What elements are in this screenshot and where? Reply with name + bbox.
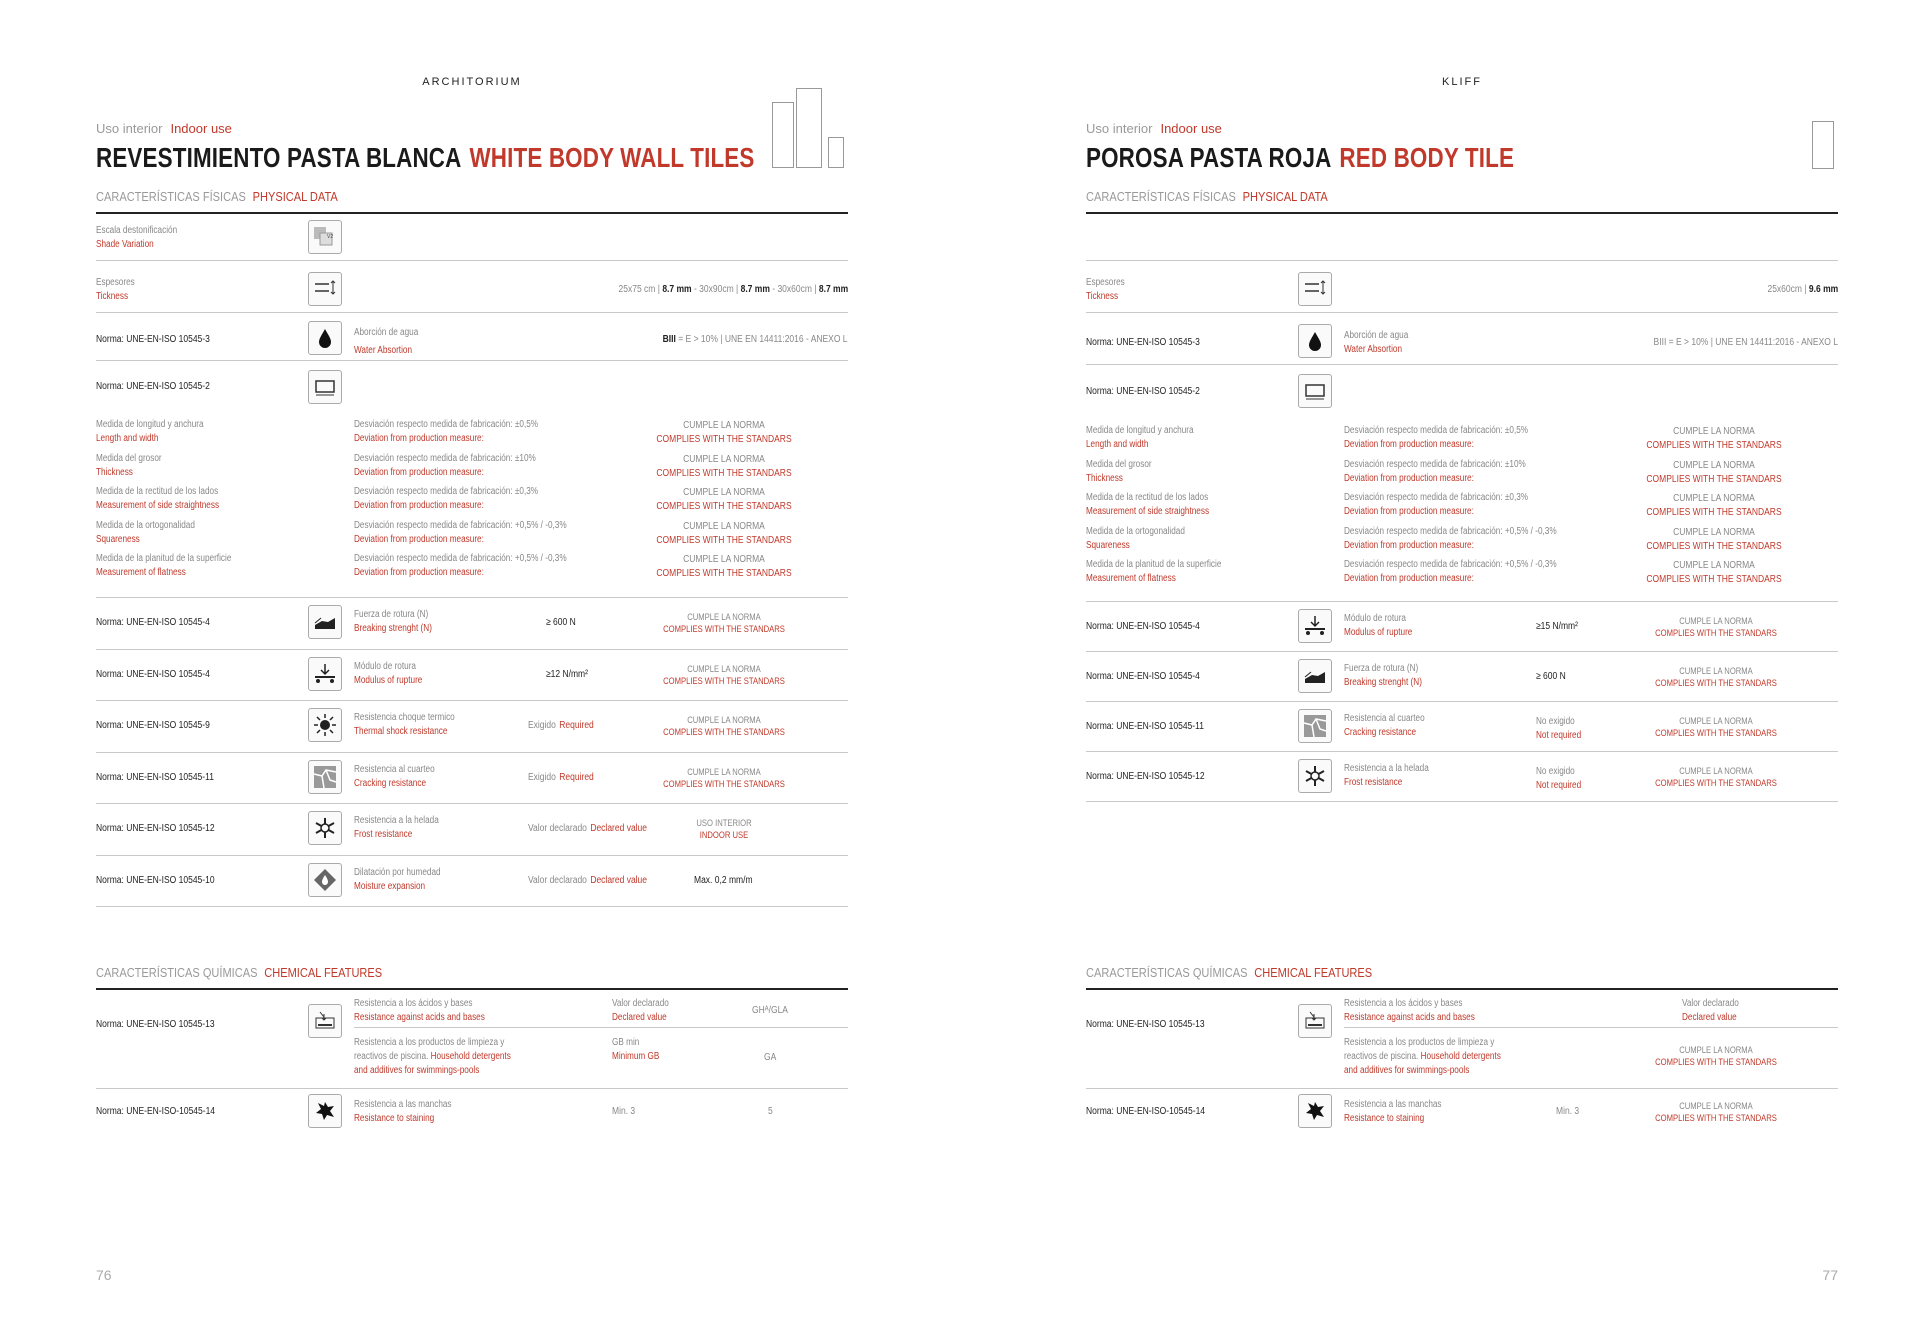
dimension-deviation: Desviación respecto medida de fabricación: +0,5% / -0,3% Deviation from production measure: [1344, 525, 1557, 551]
page-number: 77 [1822, 1267, 1838, 1283]
compliance-badge: CUMPLE LA NORMA COMPLIES WITH THE STANDARS [663, 612, 785, 634]
brand-name: ARCHITORIUM [422, 76, 522, 88]
thickness-value: 25x60cm | 9.6 mm [1767, 284, 1838, 295]
norm-label: Norma: UNE-EN-ISO 10545-12 [1086, 771, 1205, 782]
staining-min: Min. 3 [1556, 1106, 1580, 1117]
staining-result: 5 [768, 1106, 773, 1117]
compliance-badge: CUMPLE LA NORMA COMPLIES WITH THE STANDARS [1655, 766, 1777, 788]
detergent-label: Resistencia a los productos de limpieza y reactivos de piscina. Household detergents and additives for swimmings-pools [1344, 1037, 1501, 1076]
compliance-badge: CUMPLE LA NORMA COMPLIES WITH THE STANDARS [663, 766, 785, 789]
acid-resistance-label: Resistencia a los ácidos y bases Resistance against acids and bases [354, 998, 485, 1023]
dimension-label: Medida del grosor Thickness [96, 452, 162, 478]
compliance-badge: CUMPLE LA NORMA COMPLIES WITH THE STANDARS [656, 487, 792, 512]
compliance-badge: CUMPLE LA NORMA COMPLIES WITH THE STANDARS [1655, 716, 1777, 738]
norm-label: Norma: UNE-EN-ISO 10545-12 [96, 823, 215, 834]
property-label: Resistencia al cuarteo Cracking resistance [1344, 713, 1425, 738]
norm-label: Norma: UNE-EN-ISO 10545-3 [96, 334, 210, 345]
thickness-value: 25x75 cm | 8.7 mm - 30x90cm | 8.7 mm - 30x60cm | 8.7 mm [618, 284, 848, 295]
norm-label: Norma: UNE-EN-ISO-10545-14 [96, 1106, 216, 1117]
decor-bar [796, 88, 822, 168]
property-label: Resistencia a la helada Frost resistance [354, 815, 439, 840]
detergent-label: Resistencia a los productos de limpieza y reactivos de piscina. Household detergents and additives for swimmings-pools [354, 1037, 511, 1076]
norm-label: Norma: UNE-EN-ISO 10545-4 [96, 617, 210, 628]
acid-resistance-label: Resistencia a los ácidos y bases Resistance against acids and bases [1344, 998, 1475, 1023]
acid-declared-label: Valor declarado Declared value [1682, 998, 1739, 1023]
dimension-deviation: Desviación respecto medida de fabricación: +0,5% / -0,3% Deviation from production measure: [354, 519, 567, 545]
page-right [960, 0, 1920, 1343]
acid-resistance-icon [308, 1004, 342, 1038]
norm-label: Norma: UNE-EN-ISO 10545-2 [96, 381, 210, 392]
dimension-label: Medida de la rectitud de los lados Measurement of side straightness [1086, 492, 1210, 517]
compliance-badge: CUMPLE LA NORMA COMPLIES WITH THE STANDARS [663, 663, 785, 686]
property-label: Módulo de rotura Modulus of rupture [354, 660, 423, 686]
compliance-badge: CUMPLE LA NORMA COMPLIES WITH THE STANDARS [1646, 560, 1782, 585]
section-physical: CARACTERÍSTICAS FÍSICAS PHYSICAL DATA [1086, 189, 1328, 204]
dimension-label: Medida de la ortogonalidad Squareness [1086, 525, 1185, 551]
dimension-deviation: Desviación respecto medida de fabricación: ±0,3% Deviation from production measure: [1344, 492, 1529, 517]
shade-variation-icon [308, 220, 342, 254]
frost-icon [308, 811, 342, 845]
page-number: 76 [96, 1267, 112, 1283]
compliance-badge: CUMPLE LA NORMA COMPLIES WITH THE STANDARS [1646, 493, 1782, 518]
compliance-badge: CUMPLE LA NORMA COMPLIES WITH THE STANDARS [1646, 459, 1782, 485]
norm-label: Norma: UNE-EN-ISO 10545-13 [96, 1019, 215, 1030]
norm-label: Norma: UNE-EN-ISO 10545-2 [1086, 386, 1200, 397]
dimension-label: Medida de la planitud de la superficie Measurement of flatness [1086, 559, 1222, 584]
dimension-deviation: Desviación respecto medida de fabricación: ±0,5% Deviation from production measure: [1344, 425, 1529, 450]
water-drop-icon [308, 321, 342, 355]
dimension-label: Medida de la rectitud de los lados Measurement of side straightness [96, 486, 220, 511]
property-value: ≥12 N/mm² [546, 668, 588, 680]
section-chemical: CARACTERÍSTICAS QUÍMICAS CHEMICAL FEATURES [96, 965, 383, 980]
thickness-icon [1298, 272, 1332, 306]
compliance-badge: CUMPLE LA NORMA COMPLIES WITH THE STANDARS [656, 554, 792, 579]
property-value: ≥ 600 N [546, 617, 576, 628]
section-physical: CARACTERÍSTICAS FÍSICAS PHYSICAL DATA [96, 189, 338, 204]
detergent-result: GA [764, 1052, 777, 1063]
compliance-badge: CUMPLE LA NORMA COMPLIES WITH THE STANDARS [656, 453, 792, 479]
requirement-label: Exigido Required [528, 720, 594, 731]
norm-label: Norma: UNE-EN-ISO 10545-9 [96, 720, 210, 731]
page-title: POROSA PASTA ROJA RED BODY TILE [1086, 142, 1515, 173]
norm-label: Norma: UNE-EN-ISO 10545-4 [1086, 621, 1200, 632]
cracking-icon [308, 760, 342, 794]
breaking-strength-icon [308, 605, 342, 639]
dimension-deviation: Desviación respecto medida de fabricación: +0,5% / -0,3% Deviation from production measure: [1344, 559, 1557, 584]
norm-label: Norma: UNE-EN-ISO 10545-13 [1086, 1019, 1205, 1030]
dimension-label: Medida de la planitud de la superficie Measurement of flatness [96, 553, 232, 578]
norm-label: Norma: UNE-EN-ISO 10545-10 [96, 874, 215, 886]
dimension-icon [1298, 374, 1332, 408]
moisture-expansion-icon [308, 863, 342, 897]
norm-label: Norma: UNE-EN-ISO 10545-4 [1086, 671, 1200, 682]
compliance-badge: CUMPLE LA NORMA COMPLIES WITH THE STANDARS [1655, 616, 1777, 638]
norm-label: Norma: UNE-EN-ISO 10545-11 [96, 771, 214, 783]
svg-text:V2: V2 [327, 234, 334, 240]
requirement-label: No exigido Not required [1536, 766, 1582, 791]
dimension-label: Medida de longitud y anchura Length and width [1086, 425, 1194, 450]
dimension-label: Medida de la ortogonalidad Squareness [96, 519, 195, 545]
thickness-label: Espesores Tickness [1086, 277, 1125, 302]
dimension-icon [308, 370, 342, 404]
compliance-badge: CUMPLE LA NORMA COMPLIES WITH THE STANDARS [656, 420, 792, 445]
compliance-badge: CUMPLE LA NORMA COMPLIES WITH THE STANDARS [1646, 426, 1782, 451]
thickness-label: Espesores Tickness [96, 277, 135, 302]
compliance-badge: CUMPLE LA NORMA COMPLIES WITH THE STANDARS [1655, 666, 1777, 688]
thickness-icon [308, 272, 342, 306]
property-value: Max. 0,2 mm/m [694, 874, 753, 886]
property-label: Resistencia choque termico Thermal shock resistance [354, 712, 455, 737]
property-label: Fuerza de rotura (N) Breaking strenght (N) [354, 609, 432, 634]
compliance-badge: USO INTERIOR INDOOR USE [696, 818, 752, 840]
thermal-shock-icon [308, 708, 342, 742]
dimension-deviation: Desviación respecto medida de fabricación: ±0,5% Deviation from production measure: [354, 419, 539, 444]
stain-icon [308, 1094, 342, 1128]
breaking-strength-icon [1298, 659, 1332, 693]
brand-name: KLIFF [1442, 76, 1482, 88]
norm-label: Norma: UNE-EN-ISO 10545-3 [1086, 337, 1200, 348]
dimension-deviation: Desviación respecto medida de fabricación: ±10% Deviation from production measure: [1344, 458, 1526, 484]
acid-resistance-icon [1298, 1004, 1332, 1038]
frost-icon [1298, 759, 1332, 793]
detergent-min-label: GB min Minimum GB [612, 1037, 660, 1062]
property-label: Resistencia al cuarteo Cracking resistance [354, 763, 435, 789]
property-label: Dilatación por humedad Moisture expansion [354, 866, 441, 892]
decor-bar [1812, 121, 1834, 169]
property-label: Fuerza de rotura (N) Breaking strenght (N) [1344, 663, 1422, 688]
property-label: Resistencia a la helada Frost resistance [1344, 763, 1429, 788]
requirement-label: No exigido Not required [1536, 716, 1582, 741]
requirement-label: Exigido Required [528, 771, 594, 783]
dimension-deviation: Desviación respecto medida de fabricación: ±10% Deviation from production measure: [354, 452, 536, 478]
water-absorption-label: Aborción de agua Water Absortion [354, 327, 419, 356]
decor-bar [772, 102, 794, 168]
use-label: Uso interior Indoor use [96, 121, 232, 136]
compliance-badge: CUMPLE LA NORMA COMPLIES WITH THE STANDARS [656, 520, 792, 546]
shade-label: Escala destonificación Shade Variation [96, 225, 178, 250]
requirement-label: Valor declarado Declared value [528, 823, 648, 834]
dimension-label: Medida del grosor Thickness [1086, 458, 1152, 484]
norm-label: Norma: UNE-EN-ISO-10545-14 [1086, 1106, 1206, 1117]
staining-label: Resistencia a las manchas Resistance to staining [354, 1099, 452, 1124]
water-absorption-label: Aborción de agua Water Absortion [1344, 330, 1409, 355]
water-absorption-value: BIII = E > 10% | UNE EN 14411:2016 - ANEXO L [663, 334, 848, 345]
stain-icon [1298, 1094, 1332, 1128]
modulus-rupture-icon [308, 657, 342, 691]
dimension-deviation: Desviación respecto medida de fabricación: +0,5% / -0,3% Deviation from production measure: [354, 553, 567, 578]
water-drop-icon [1298, 324, 1332, 358]
requirement-label: Valor declarado Declared value [528, 874, 648, 886]
compliance-badge: CUMPLE LA NORMA COMPLIES WITH THE STANDARS [663, 715, 785, 737]
property-label: Módulo de rotura Modulus of rupture [1344, 613, 1413, 638]
staining-compliance: CUMPLE LA NORMA COMPLIES WITH THE STANDARS [1655, 1101, 1777, 1123]
section-chemical: CARACTERÍSTICAS QUÍMICAS CHEMICAL FEATURES [1086, 965, 1373, 980]
staining-label: Resistencia a las manchas Resistance to staining [1344, 1099, 1442, 1124]
property-value: ≥15 N/mm² [1536, 621, 1578, 632]
acid-result: GHᴬ/GLA [752, 1005, 788, 1016]
modulus-rupture-icon [1298, 609, 1332, 643]
acid-declared-label: Valor declarado Declared value [612, 998, 669, 1023]
staining-min: Min. 3 [612, 1106, 636, 1117]
dimension-deviation: Desviación respecto medida de fabricación: ±0,3% Deviation from production measure: [354, 486, 539, 511]
dimension-label: Medida de longitud y anchura Length and width [96, 419, 204, 444]
norm-label: Norma: UNE-EN-ISO 10545-4 [96, 668, 210, 680]
detergent-compliance: CUMPLE LA NORMA COMPLIES WITH THE STANDARS [1655, 1045, 1777, 1067]
use-label: Uso interior Indoor use [1086, 121, 1222, 136]
cracking-icon [1298, 709, 1332, 743]
water-absorption-value: BIII = E > 10% | UNE EN 14411:2016 - ANEXO L [1653, 337, 1838, 348]
page-title: REVESTIMIENTO PASTA BLANCA WHITE BODY WALL TILES [96, 142, 755, 173]
decor-bar [828, 137, 844, 168]
norm-label: Norma: UNE-EN-ISO 10545-11 [1086, 721, 1204, 732]
compliance-badge: CUMPLE LA NORMA COMPLIES WITH THE STANDARS [1646, 526, 1782, 552]
property-value: ≥ 600 N [1536, 671, 1566, 682]
